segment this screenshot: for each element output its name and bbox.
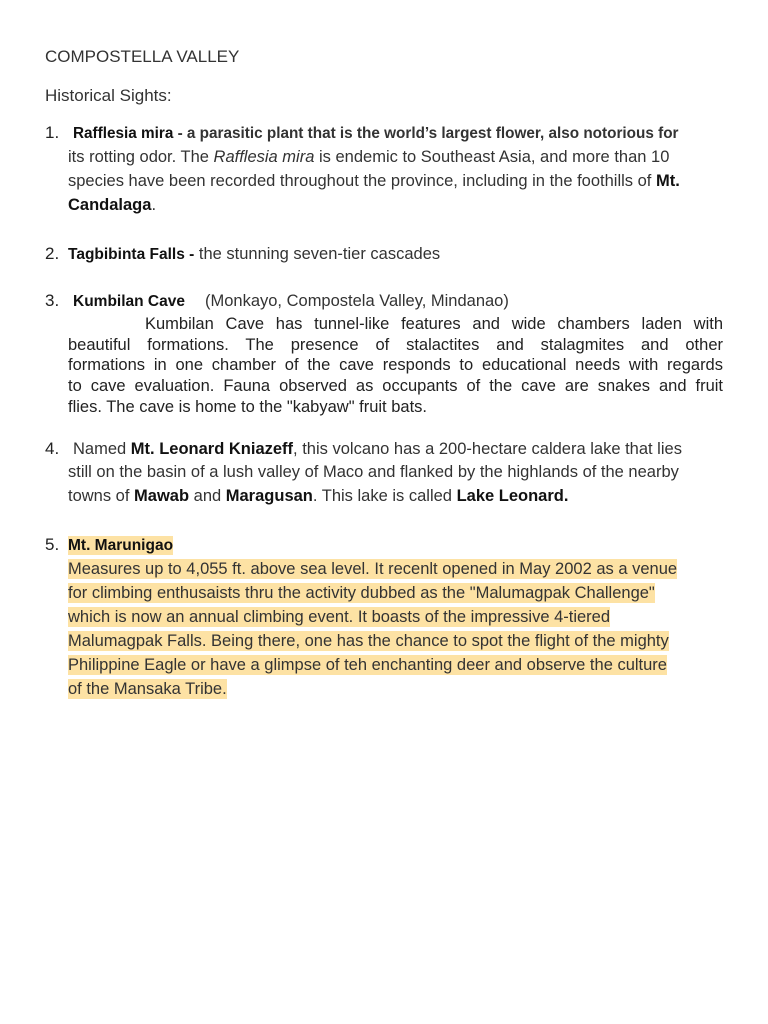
item-1-line-1: Rafflesia mira - a parasitic plant that is the world’s largest flower, also notorious for (73, 125, 679, 142)
item-5-heading: Mt. Marunigao (68, 537, 174, 554)
list-number-4: 4. (45, 439, 60, 458)
item-1-heading: Rafflesia mira (73, 125, 174, 142)
item-2-heading: Tagbibinta Falls - (68, 246, 195, 263)
list-number-5: 5. (45, 535, 60, 554)
item-4-line-1: Named Mt. Leonard Kniazeff, this volcano has a 200-hectare caldera lake that lies (73, 440, 682, 458)
list-number-1: 1. (45, 123, 60, 142)
document-title: COMPOSTELLA VALLEY (45, 47, 240, 66)
item-5-line-2: for climbing enthusaists thru the activity dubbed as the "Malumagpak Challenge" (68, 584, 655, 602)
item-5-line-3: which is now an annual climbing event. It boasts of the impressive 4-tiered (68, 608, 611, 626)
item-3-body: Kumbilan Cave has tunnel-like features and wide chambers laden with beautiful formations. The presence of stalactites and stalagmites and other formations in one chamber of the cave responds to educational needs with regards to cave evaluation. Fauna observed as occupants of the cave are snakes and fruit flies. The cave is home to the "kabyaw" fruit bats. (68, 315, 723, 416)
list-number-3: 3. (45, 291, 60, 310)
item-1-line-4: Candalaga. (68, 196, 157, 214)
item-1-line-3: species have been recorded throughout the province, including in the foothills of Mt. (68, 172, 680, 190)
item-5-heading-line (68, 536, 173, 555)
item-1-line-2: its rotting odor. The Rafflesia mira is endemic to Southeast Asia, and more than 10 (68, 148, 670, 166)
item-3-line-1: Kumbilan Cave (Monkayo, Compostela Valley, Mindanao) (73, 292, 509, 310)
item-4-line-2: still on the basin of a lush valley of Maco and flanked by the highlands of the nearby (68, 463, 679, 481)
item-5-line-5: Philippine Eagle or have a glimpse of teh enchanting deer and observe the culture (68, 656, 667, 674)
item-2-line: Tagbibinta Falls - the stunning seven-tier cascades (68, 245, 441, 263)
item-5-line-6: of the Mansaka Tribe. (68, 680, 227, 698)
item-5-line-1: Measures up to 4,055 ft. above sea level. It recenlt opened in May 2002 as a venue (68, 560, 678, 578)
item-3-heading: Kumbilan Cave (73, 293, 185, 310)
list-number-2: 2. (45, 244, 60, 263)
section-heading: Historical Sights: (45, 86, 172, 105)
item-4-line-3: towns of Mawab and Maragusan. This lake is called Lake Leonard. (68, 487, 569, 505)
item-5-line-4: Malumagpak Falls. Being there, one has the chance to spot the flight of the mighty (68, 632, 669, 650)
